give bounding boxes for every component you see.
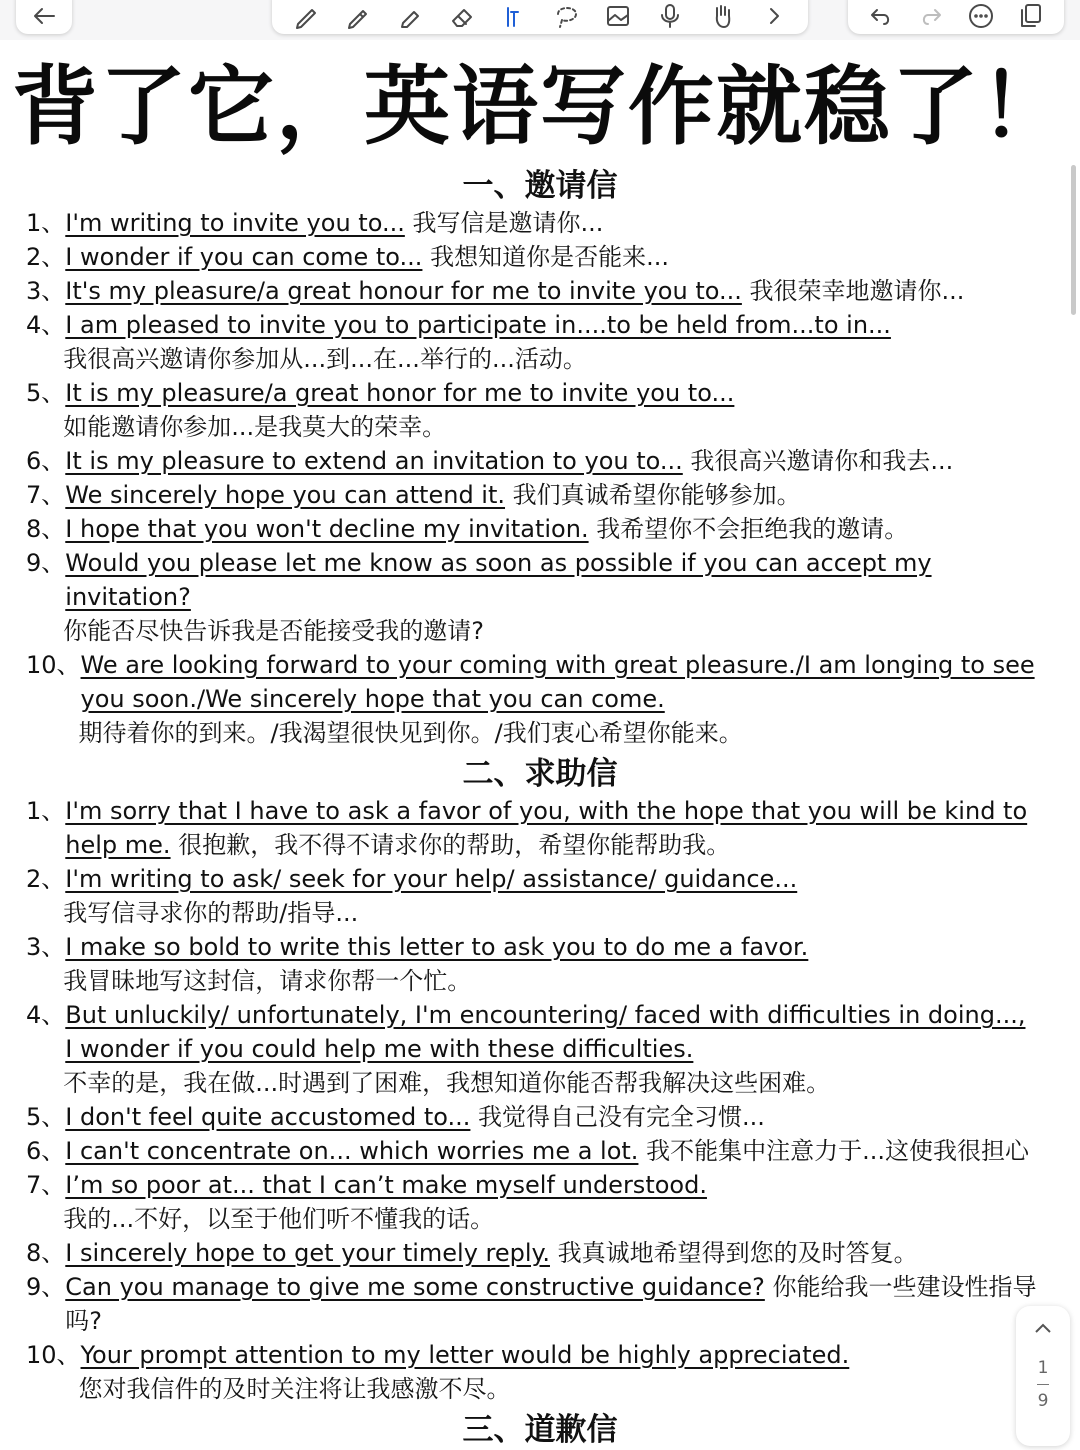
item-body	[65, 862, 1040, 930]
item-body	[65, 512, 1040, 546]
list-item	[26, 648, 1040, 750]
item-number: 4、	[26, 1001, 66, 1029]
lasso-icon[interactable]	[551, 1, 581, 31]
page-indicator	[1016, 1306, 1070, 1446]
chinese-translation: 我很高兴邀请你参加从...到...在...举行的...活动。	[63, 345, 587, 373]
item-number: 7、	[26, 1171, 66, 1199]
page-divider	[1037, 1384, 1049, 1385]
text-tool-icon[interactable]	[499, 1, 529, 31]
chinese-translation: 我很高兴邀请你和我去...	[682, 447, 954, 475]
phrase-list	[0, 794, 1080, 1406]
item-number: 7、	[26, 481, 66, 509]
list-item	[26, 1134, 1040, 1168]
back-group	[16, 0, 72, 34]
english-phrase: I'm writing to invite you to...	[65, 209, 405, 237]
current-page: 1	[1037, 1358, 1049, 1378]
list-item	[26, 240, 1040, 274]
english-phrase: We sincerely hope you can attend it.	[65, 481, 506, 509]
list-item	[26, 862, 1040, 930]
section-heading: 一、邀请信	[462, 168, 618, 204]
english-phrase: I make so bold to write this letter to ask you to do me a favor.	[65, 933, 809, 961]
back-arrow-icon[interactable]	[29, 1, 59, 31]
list-item	[26, 1236, 1040, 1270]
english-phrase: I don't feel quite accustomed to...	[65, 1103, 471, 1131]
english-phrase: It is my pleasure to extend an invitation to you to...	[65, 447, 683, 475]
english-phrase: We are looking forward to your coming with great pleasure./I am longing to see you soon./We sincerely hope that you can come.	[80, 651, 1035, 713]
item-number: 10、	[26, 1341, 81, 1369]
chinese-translation: 不幸的是，我在做...时遇到了困难，我想知道你能否帮我解决这些困难。	[63, 1069, 831, 1097]
item-number: 2、	[26, 865, 66, 893]
item-body	[65, 444, 1040, 478]
english-phrase: I wonder if you can come to...	[65, 243, 423, 271]
chinese-translation: 我不能集中注意力于...这使我很担心	[638, 1137, 1029, 1165]
item-number: 10、	[26, 651, 81, 679]
list-item	[26, 794, 1040, 862]
scrollbar-thumb[interactable]	[1071, 165, 1076, 315]
chinese-translation: 你能给我一些建设性指导吗?	[65, 1273, 1037, 1335]
item-body	[65, 1270, 1040, 1338]
list-item	[26, 1270, 1040, 1338]
list-item	[26, 1100, 1040, 1134]
english-phrase: It is my pleasure/a great honor for me to invite you to...	[65, 379, 735, 407]
english-phrase: But unluckily/ unfortunately, I'm encountering/ faced with difficulties in doing..., I wonder if you could help me with these difficulties.	[65, 1001, 1026, 1063]
list-item	[26, 546, 1040, 648]
english-phrase: It's my pleasure/a great honour for me to invite you to...	[65, 277, 742, 305]
chinese-translation: 您对我信件的及时关注将让我感激不尽。	[78, 1375, 511, 1403]
chinese-translation: 我冒昧地写这封信，请求你帮一个忙。	[63, 967, 472, 995]
list-item	[26, 376, 1040, 444]
undo-icon[interactable]	[866, 1, 896, 31]
english-phrase: I'm writing to ask/ seek for your help/ assistance/ guidance...	[65, 865, 798, 893]
list-item	[26, 274, 1040, 308]
item-body	[65, 1236, 1040, 1270]
english-phrase: I hope that you won't decline my invitation.	[65, 515, 589, 543]
item-number: 3、	[26, 933, 66, 961]
image-icon[interactable]	[603, 1, 633, 31]
chinese-translation: 你能否尽快告诉我是否能接受我的邀请?	[63, 617, 485, 645]
item-body	[65, 1134, 1040, 1168]
list-item	[26, 1338, 1040, 1406]
chinese-translation: 如能邀请你参加...是我莫大的荣幸。	[63, 413, 447, 441]
english-phrase: Can you manage to give me some constructive guidance?	[65, 1273, 765, 1301]
top-toolbar	[0, 0, 1080, 40]
pen-icon[interactable]	[291, 1, 321, 31]
chinese-translation: 我们真诚希望你能够参加。	[505, 481, 801, 509]
english-phrase: I sincerely hope to get your timely reply.	[65, 1239, 550, 1267]
english-phrase: I can't concentrate on... which worries me a lot.	[65, 1137, 639, 1165]
drawing-tools	[272, 0, 808, 34]
chinese-translation: 我希望你不会拒绝我的邀请。	[588, 515, 909, 543]
microphone-icon[interactable]	[655, 1, 685, 31]
item-body	[65, 794, 1040, 862]
list-item	[26, 206, 1040, 240]
phrase-list	[0, 206, 1080, 750]
item-body	[65, 274, 1040, 308]
item-number: 2、	[26, 243, 66, 271]
chinese-translation: 我很荣幸地邀请你...	[741, 277, 965, 305]
item-number: 3、	[26, 277, 66, 305]
list-item	[26, 1168, 1040, 1236]
chinese-translation: 期待着你的到来。/我渴望很快见到你。/我们衷心希望你能来。	[78, 719, 743, 747]
item-body	[65, 546, 1040, 648]
item-body	[65, 998, 1040, 1100]
item-number: 5、	[26, 1103, 66, 1131]
pencil-icon[interactable]	[343, 1, 373, 31]
redo-icon[interactable]	[916, 1, 946, 31]
item-body	[65, 206, 1040, 240]
item-number: 8、	[26, 1239, 66, 1267]
item-number: 4、	[26, 311, 66, 339]
more-icon[interactable]	[966, 1, 996, 31]
item-number: 9、	[26, 549, 66, 577]
chevron-right-icon[interactable]	[759, 1, 789, 31]
item-body	[65, 240, 1040, 274]
item-number: 9、	[26, 1273, 66, 1301]
item-body	[65, 1100, 1040, 1134]
pages-icon[interactable]	[1016, 1, 1046, 31]
document-page	[0, 40, 1080, 1450]
item-body	[65, 930, 1040, 998]
item-number: 6、	[26, 447, 66, 475]
list-item	[26, 308, 1040, 376]
chinese-translation: 很抱歉，我不得不请求你的帮助，希望你能帮助我。	[170, 831, 731, 859]
item-body	[65, 308, 1040, 376]
chinese-translation: 我真诚地希望得到您的及时答复。	[549, 1239, 918, 1267]
chinese-translation: 我写信是邀请你...	[404, 209, 604, 237]
chevron-up-icon[interactable]	[1032, 1318, 1054, 1340]
action-tools	[848, 0, 1064, 34]
chinese-translation: 我写信寻求你的帮助/指导...	[63, 899, 359, 927]
list-item	[26, 998, 1040, 1100]
english-phrase: I'm sorry that I have to ask a favor of you, with the hope that you will be kind to help me.	[65, 797, 1028, 859]
list-item	[26, 512, 1040, 546]
item-number: 8、	[26, 515, 66, 543]
english-phrase: I’m so poor at... that I can’t make myself understood.	[65, 1171, 707, 1199]
list-item	[26, 478, 1040, 512]
item-number: 1、	[26, 797, 66, 825]
item-number: 1、	[26, 209, 66, 237]
item-body	[65, 478, 1040, 512]
item-body	[65, 1168, 1040, 1236]
list-item	[26, 444, 1040, 478]
item-body	[65, 376, 1040, 444]
chinese-translation: 我觉得自己没有完全习惯...	[470, 1103, 765, 1131]
english-phrase: Would you please let me know as soon as possible if you can accept my invitation?	[65, 549, 932, 611]
eraser-icon[interactable]	[447, 1, 477, 31]
page-title: 背了它，英语写作就稳了！	[12, 57, 1068, 157]
english-phrase: I am pleased to invite you to participate in....to be held from...to in...	[65, 311, 891, 339]
total-pages: 9	[1037, 1391, 1049, 1411]
english-phrase: Your prompt attention to my letter would be highly appreciated.	[80, 1341, 850, 1369]
chinese-translation: 我想知道你是否能来...	[422, 243, 669, 271]
item-body	[78, 648, 1040, 750]
item-number: 5、	[26, 379, 66, 407]
item-number: 6、	[26, 1137, 66, 1165]
chinese-translation: 我的...不好，以至于他们听不懂我的话。	[63, 1205, 495, 1233]
highlighter-icon[interactable]	[395, 1, 425, 31]
item-body	[78, 1338, 1040, 1406]
hand-icon[interactable]	[707, 1, 737, 31]
section-heading: 二、求助信	[462, 756, 618, 792]
section-heading: 三、道歉信	[462, 1412, 618, 1448]
document-sections	[0, 166, 1080, 1450]
list-item	[26, 930, 1040, 998]
